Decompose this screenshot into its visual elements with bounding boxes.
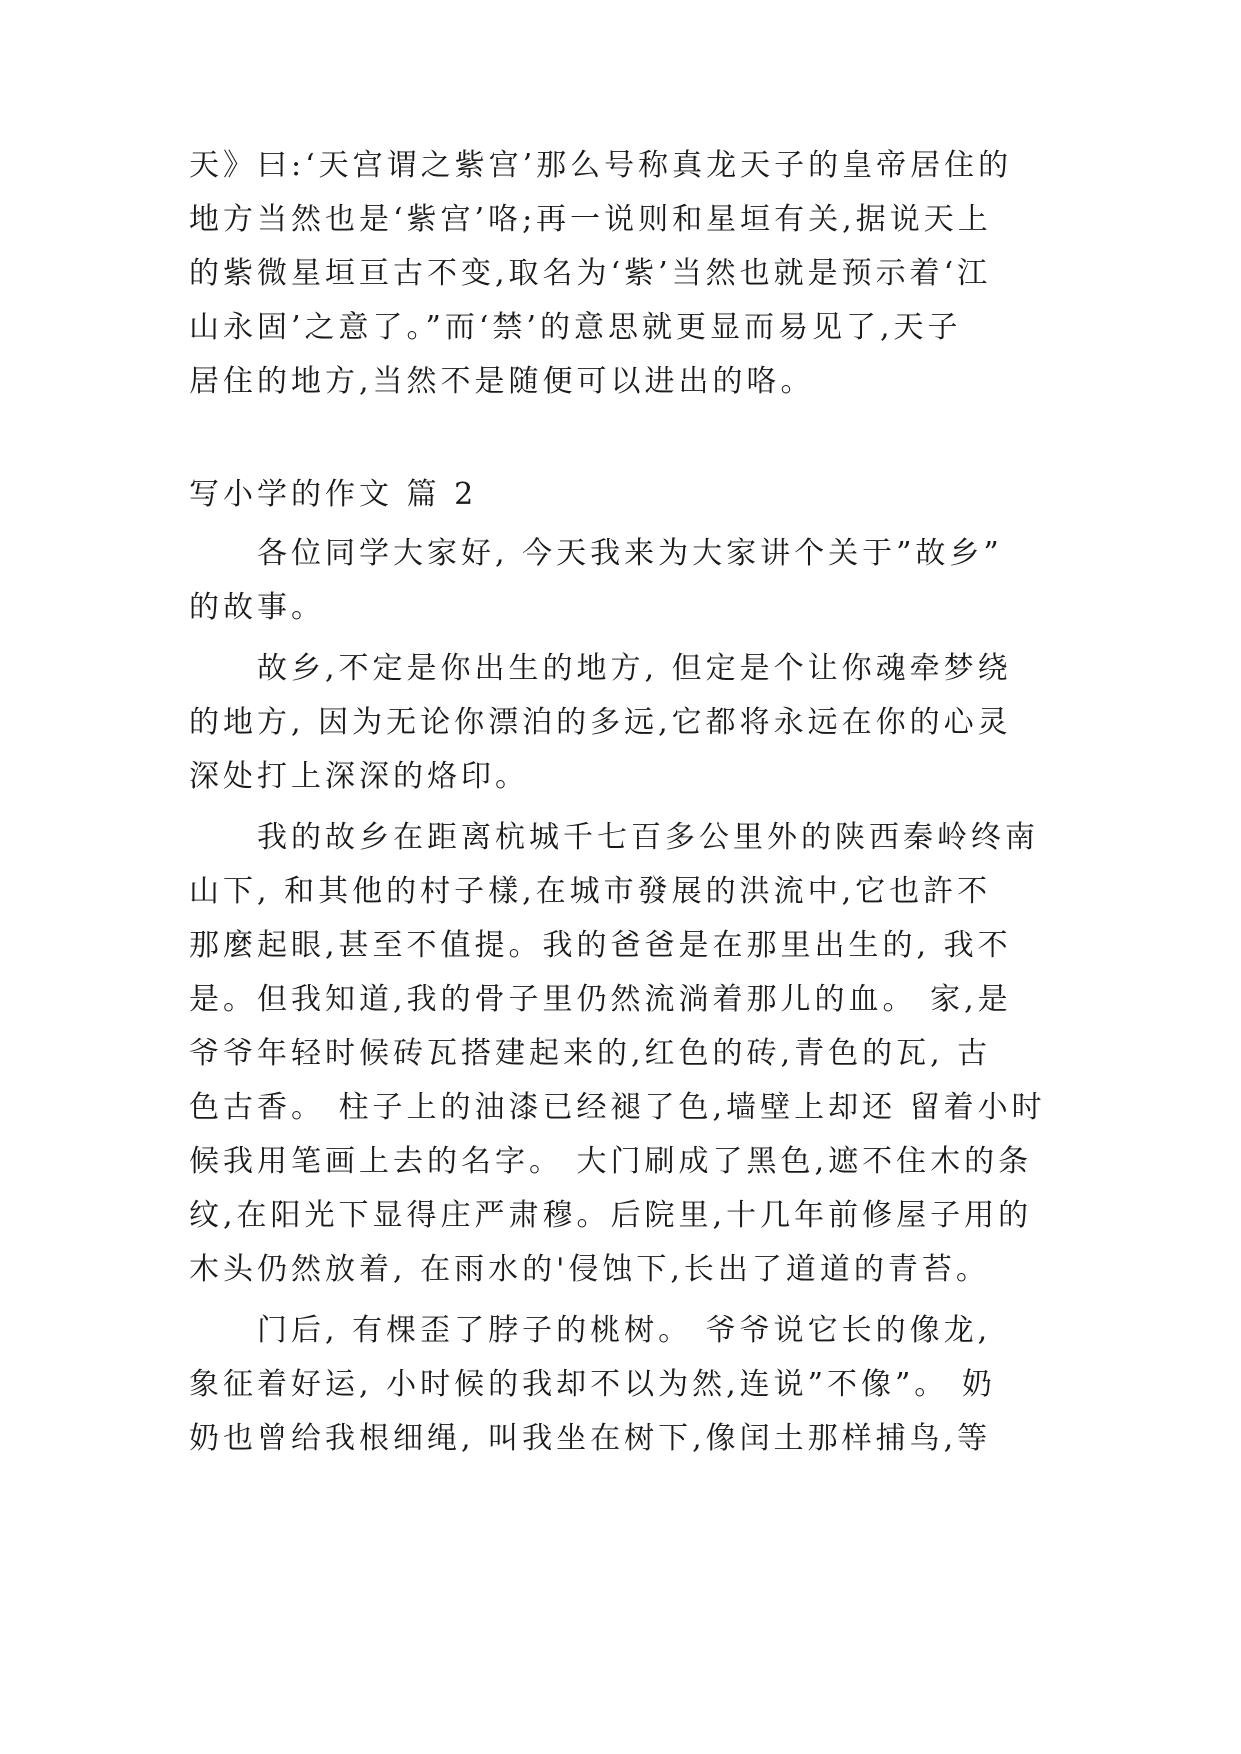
- body-text-line: 纹,在阳光下显得庄严肃穆。后院里,十几年前修屋子用的: [189, 1198, 1033, 1233]
- body-text-line: 象征着好运, 小时候的我却不以为然,连说”不像”。 奶: [189, 1367, 996, 1402]
- body-text-line: 居住的地方,当然不是随便可以进出的咯。: [189, 364, 815, 399]
- document-body: [189, 0, 1059, 1754]
- body-text-line: 色古香。 柱子上的油漆已经褪了色,墙壁上却还 留着小时: [189, 1090, 1046, 1125]
- body-text-line: 故乡,不定是你出生的地方, 但定是个让你魂牵梦绕: [257, 651, 1012, 686]
- body-text-line: 各位同学大家好, 今天我来为大家讲个关于”故乡”: [257, 536, 1003, 571]
- body-text-line: 地方当然也是‘紫宫’咯;再一说则和星垣有关,据说天上: [189, 202, 992, 237]
- body-text-line: 的故事。: [189, 590, 325, 625]
- body-text-line: 我的故乡在距离杭城千七百多公里外的陕西秦岭终南: [257, 820, 1039, 855]
- body-text-line: 山永固’之意了。”而‘禁’的意思就更显而易见了,天子: [189, 310, 962, 345]
- body-text-line: 门后, 有棵歪了脖子的桃树。 爷爷说它长的像龙,: [257, 1313, 992, 1348]
- body-text-line: 木头仍然放着, 在雨水的'侵蚀下,长出了道道的青苔。: [189, 1252, 990, 1287]
- body-text-line: 候我用笔画上去的名字。 大门刷成了黑色,遮不住木的条: [189, 1144, 1033, 1179]
- body-text-line: 天》曰:‘天宫谓之紫宫’那么号称真龙天子的皇帝居住的: [189, 148, 1013, 183]
- body-text-line: 爷爷年轻时候砖瓦搭建起来的,红色的砖,青色的瓦, 古: [189, 1036, 992, 1071]
- body-text-line: 奶也曾给我根细绳, 叫我坐在树下,像闰土那样捕鸟,等: [189, 1421, 992, 1456]
- body-text-line: 是。但我知道,我的骨子里仍然流淌着那儿的血。 家,是: [189, 982, 1012, 1017]
- section-heading: 写小学的作文 篇 2: [189, 477, 478, 512]
- body-text-line: 那麼起眼,甚至不值提。我的爸爸是在那里出生的, 我不: [189, 928, 1012, 963]
- body-text-line: 山下, 和其他的村子樣,在城市發展的洪流中,它也許不: [189, 874, 992, 909]
- body-text-line: 的紫微星垣亘古不变,取名为‘紫’当然也就是预示着‘江: [189, 256, 992, 291]
- body-text-line: 深处打上深深的烙印。: [189, 759, 529, 794]
- body-text-line: 的地方, 因为无论你漂泊的多远,它都将永远在你的心灵: [189, 705, 1012, 740]
